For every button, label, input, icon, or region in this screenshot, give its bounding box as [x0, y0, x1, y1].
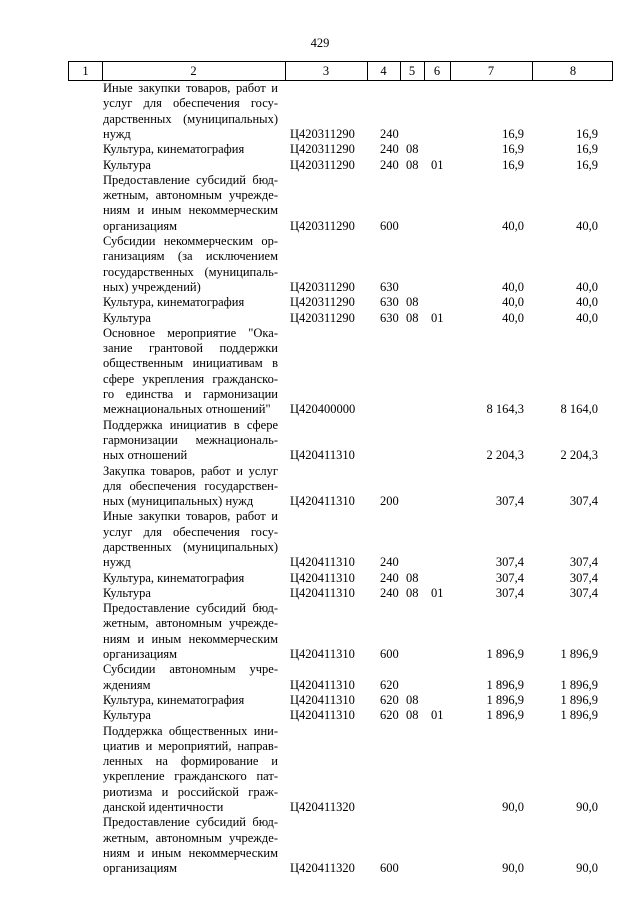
row-description — [103, 586, 278, 601]
row-code: Ц420411320 — [290, 861, 355, 876]
header-col-7: 7 — [487, 64, 495, 78]
row-amount-2: 90,0 — [576, 861, 598, 876]
description-line: жетным, автономным учрежде- — [103, 188, 278, 203]
row-col-4: 620 — [380, 708, 399, 723]
row-amount-1: 307,4 — [495, 570, 524, 585]
row-amount-2: 307,4 — [569, 585, 598, 600]
row-description — [103, 601, 278, 662]
description-line: ных (муниципальных) нужд — [103, 494, 254, 509]
row-amount-1: 307,4 — [495, 585, 524, 600]
description-line: нужд — [103, 126, 131, 141]
row-code: Ц420311290 — [290, 218, 355, 233]
row-code: Ц420411310 — [290, 693, 355, 707]
row-col-5: 08 — [406, 157, 419, 172]
table-row — [0, 815, 640, 876]
row-amount-2: 16,9 — [576, 142, 598, 157]
table-row — [0, 464, 640, 510]
description-line: Закупка товаров, работ и услуг — [103, 463, 278, 478]
row-description — [103, 326, 278, 418]
row-code: Ц420311290 — [290, 295, 355, 310]
row-code: Ц420411310 — [290, 555, 355, 570]
description-line: жетным, автономным учрежде- — [103, 616, 278, 631]
row-code: Ц420411310 — [290, 677, 355, 692]
row-description — [103, 295, 278, 310]
row-code: Ц420400000 — [290, 402, 356, 417]
row-description — [103, 693, 278, 708]
row-amount-1: 2 204,3 — [486, 448, 524, 463]
row-code: Ц420411320 — [290, 800, 355, 815]
row-code: Ц420311290 — [290, 126, 355, 141]
row-col-4: 240 — [380, 157, 399, 172]
description-line: Культура — [103, 585, 151, 600]
row-amount-1: 1 896,9 — [486, 693, 524, 707]
row-col-5: 08 — [406, 310, 419, 325]
description-line: организациям — [103, 647, 178, 662]
row-amount-2: 8 164,0 — [560, 402, 598, 417]
table-row — [0, 693, 640, 708]
row-code: Ц420311290 — [290, 142, 355, 157]
description-line: дарственных (муниципальных) — [103, 111, 278, 126]
row-amount-2: 1 896,9 — [560, 708, 598, 723]
row-code: Ц420311290 — [290, 279, 355, 294]
row-amount-1: 90,0 — [502, 800, 524, 815]
row-description — [103, 173, 278, 234]
description-line: риотизма и российской граж- — [103, 784, 278, 799]
row-description — [103, 81, 278, 142]
table-row — [0, 708, 640, 723]
header-col-5: 5 — [408, 64, 416, 78]
row-col-4: 620 — [380, 693, 399, 707]
row-code: Ц420411310 — [290, 570, 355, 585]
description-line: ных) учреждений) — [103, 279, 201, 294]
description-line: Культура — [103, 708, 151, 723]
row-amount-1: 90,0 — [502, 861, 524, 876]
description-line: нужд — [103, 555, 131, 570]
table-row — [0, 586, 640, 601]
row-col-5: 08 — [406, 142, 419, 157]
row-code: Ц420411310 — [290, 448, 355, 463]
row-description — [103, 418, 278, 464]
description-line: циатив и мероприятий, направ- — [103, 738, 278, 753]
row-description — [103, 234, 278, 295]
row-description — [103, 142, 278, 157]
row-amount-1: 307,4 — [495, 494, 524, 509]
description-line: ниям и иным некоммерческим — [103, 631, 278, 646]
description-line: Иные закупки товаров, работ и — [103, 81, 278, 95]
page-number: 429 — [310, 36, 330, 50]
row-col-5: 08 — [406, 585, 419, 600]
row-description — [103, 311, 278, 326]
row-col-4: 240 — [380, 142, 399, 157]
row-col-4: 200 — [380, 494, 399, 509]
row-amount-1: 40,0 — [502, 295, 524, 310]
table-row — [0, 295, 640, 310]
description-line: Поддержка общественных ини- — [103, 723, 278, 738]
row-code: Ц420411310 — [290, 647, 355, 662]
row-description — [103, 662, 278, 693]
table-row — [0, 509, 640, 570]
description-line: организациям — [103, 861, 178, 876]
row-amount-1: 1 896,9 — [486, 708, 524, 723]
row-description — [103, 509, 278, 570]
row-col-5: 08 — [406, 693, 419, 707]
row-col-4: 240 — [380, 126, 399, 141]
description-line: для обеспечения государствен- — [103, 478, 278, 493]
row-col-4: 240 — [380, 585, 399, 600]
description-line: организациям — [103, 218, 178, 233]
description-line: Предоставление субсидий бюд- — [103, 815, 278, 830]
table-row — [0, 326, 640, 418]
row-code: Ц420411310 — [290, 585, 355, 600]
description-line: государственных (муниципаль- — [103, 264, 278, 279]
description-line: Культура, кинематография — [103, 295, 245, 310]
row-col-4: 240 — [380, 555, 399, 570]
row-col-4: 600 — [380, 218, 399, 233]
header-col-2: 2 — [190, 64, 197, 78]
row-amount-1: 1 896,9 — [486, 677, 524, 692]
row-description — [103, 571, 278, 586]
description-line: ниям и иным некоммерческим — [103, 203, 278, 218]
row-col-4: 600 — [380, 861, 399, 876]
row-amount-2: 1 896,9 — [560, 647, 598, 662]
description-line: Культура, кинематография — [103, 570, 245, 585]
description-line: ждениям — [103, 677, 151, 692]
table-row — [0, 158, 640, 173]
row-col-6: 01 — [431, 157, 444, 172]
row-amount-2: 40,0 — [576, 279, 598, 294]
row-col-4: 630 — [380, 310, 399, 325]
row-code: Ц420411310 — [290, 708, 355, 723]
row-col-4: 630 — [380, 279, 399, 294]
table-row — [0, 173, 640, 234]
row-col-5: 08 — [406, 708, 419, 723]
row-amount-2: 2 204,3 — [560, 448, 598, 463]
row-col-6: 01 — [431, 310, 444, 325]
description-line: общественным инициативам в — [103, 356, 278, 371]
table-row — [0, 311, 640, 326]
description-line: Культура — [103, 310, 151, 325]
row-amount-1: 40,0 — [502, 310, 524, 325]
description-line: ленных на формирование и — [103, 754, 278, 769]
description-line: гармонизации межнациональ- — [103, 432, 278, 447]
header-col-1: 1 — [82, 64, 89, 78]
row-amount-1: 16,9 — [502, 126, 524, 141]
row-amount-2: 40,0 — [576, 310, 598, 325]
row-amount-2: 1 896,9 — [560, 693, 598, 707]
header-col-4: 4 — [380, 64, 387, 78]
header-col-6: 6 — [433, 64, 441, 78]
row-amount-1: 40,0 — [502, 279, 524, 294]
table-header — [68, 61, 613, 81]
row-amount-2: 307,4 — [569, 570, 598, 585]
row-col-6: 01 — [431, 585, 444, 600]
row-code: Ц420311290 — [290, 157, 355, 172]
header-col-8: 8 — [569, 64, 577, 78]
row-amount-1: 1 896,9 — [486, 647, 524, 662]
row-amount-1: 40,0 — [502, 218, 524, 233]
row-amount-2: 16,9 — [576, 126, 598, 141]
description-line: жетным, автономным учрежде- — [103, 830, 278, 845]
description-line: зание грантовой поддержки — [103, 341, 278, 356]
description-line: услуг для обеспечения госу- — [103, 96, 278, 111]
table-row — [0, 81, 640, 142]
description-line: го единства и гармонизации — [103, 386, 278, 401]
description-line: Субсидии некоммерческим ор- — [103, 234, 278, 248]
row-amount-2: 40,0 — [576, 218, 598, 233]
row-amount-1: 16,9 — [502, 157, 524, 172]
row-description — [103, 724, 278, 816]
description-line: ниям и иным некоммерческим — [103, 845, 278, 860]
row-amount-2: 1 896,9 — [560, 677, 598, 692]
description-line: Культура, кинематография — [103, 693, 245, 707]
header-col-3: 3 — [322, 64, 330, 78]
row-amount-1: 307,4 — [495, 555, 524, 570]
table-row — [0, 234, 640, 295]
description-line: Субсидии автономным учре- — [103, 662, 278, 677]
description-line: данской идентичности — [103, 800, 224, 815]
table-row — [0, 142, 640, 157]
description-line: Поддержка инициатив в сфере — [103, 417, 278, 432]
row-col-6: 01 — [431, 708, 444, 723]
description-line: ганизациям (за исключением — [103, 249, 278, 264]
row-col-5: 08 — [406, 295, 419, 310]
row-col-5: 08 — [406, 570, 419, 585]
row-col-4: 240 — [380, 570, 399, 585]
row-col-4: 620 — [380, 677, 399, 692]
row-description — [103, 464, 278, 510]
row-code: Ц420411310 — [290, 494, 355, 509]
description-line: Культура, кинематография — [103, 142, 245, 157]
row-amount-2: 40,0 — [576, 295, 598, 310]
row-description — [103, 708, 278, 723]
description-line: Иные закупки товаров, работ и — [103, 509, 278, 524]
table-row — [0, 662, 640, 693]
row-col-4: 630 — [380, 295, 399, 310]
description-line: дарственных (муниципальных) — [103, 539, 278, 554]
row-code: Ц420311290 — [290, 310, 355, 325]
row-col-4: 600 — [380, 647, 399, 662]
row-amount-1: 8 164,3 — [486, 402, 524, 417]
description-line: Культура — [103, 157, 151, 172]
table-row — [0, 418, 640, 464]
description-line: укрепление гражданского пат- — [103, 769, 278, 784]
row-description — [103, 158, 278, 173]
table-row — [0, 601, 640, 662]
table-row — [0, 724, 640, 816]
description-line: межнациональных отношений" — [103, 402, 271, 417]
table-row — [0, 571, 640, 586]
description-line: Предоставление субсидий бюд- — [103, 601, 278, 616]
row-amount-1: 16,9 — [502, 142, 524, 157]
description-line: Предоставление субсидий бюд- — [103, 172, 278, 187]
description-line: ных отношений — [103, 448, 188, 463]
row-amount-2: 307,4 — [569, 555, 598, 570]
description-line: сфере укрепления гражданско- — [103, 371, 278, 386]
row-description — [103, 815, 278, 876]
description-line: Основное мероприятие "Ока- — [103, 325, 278, 340]
row-amount-2: 307,4 — [569, 494, 598, 509]
row-amount-2: 16,9 — [576, 157, 598, 172]
row-amount-2: 90,0 — [576, 800, 598, 815]
description-line: услуг для обеспечения госу- — [103, 524, 278, 539]
